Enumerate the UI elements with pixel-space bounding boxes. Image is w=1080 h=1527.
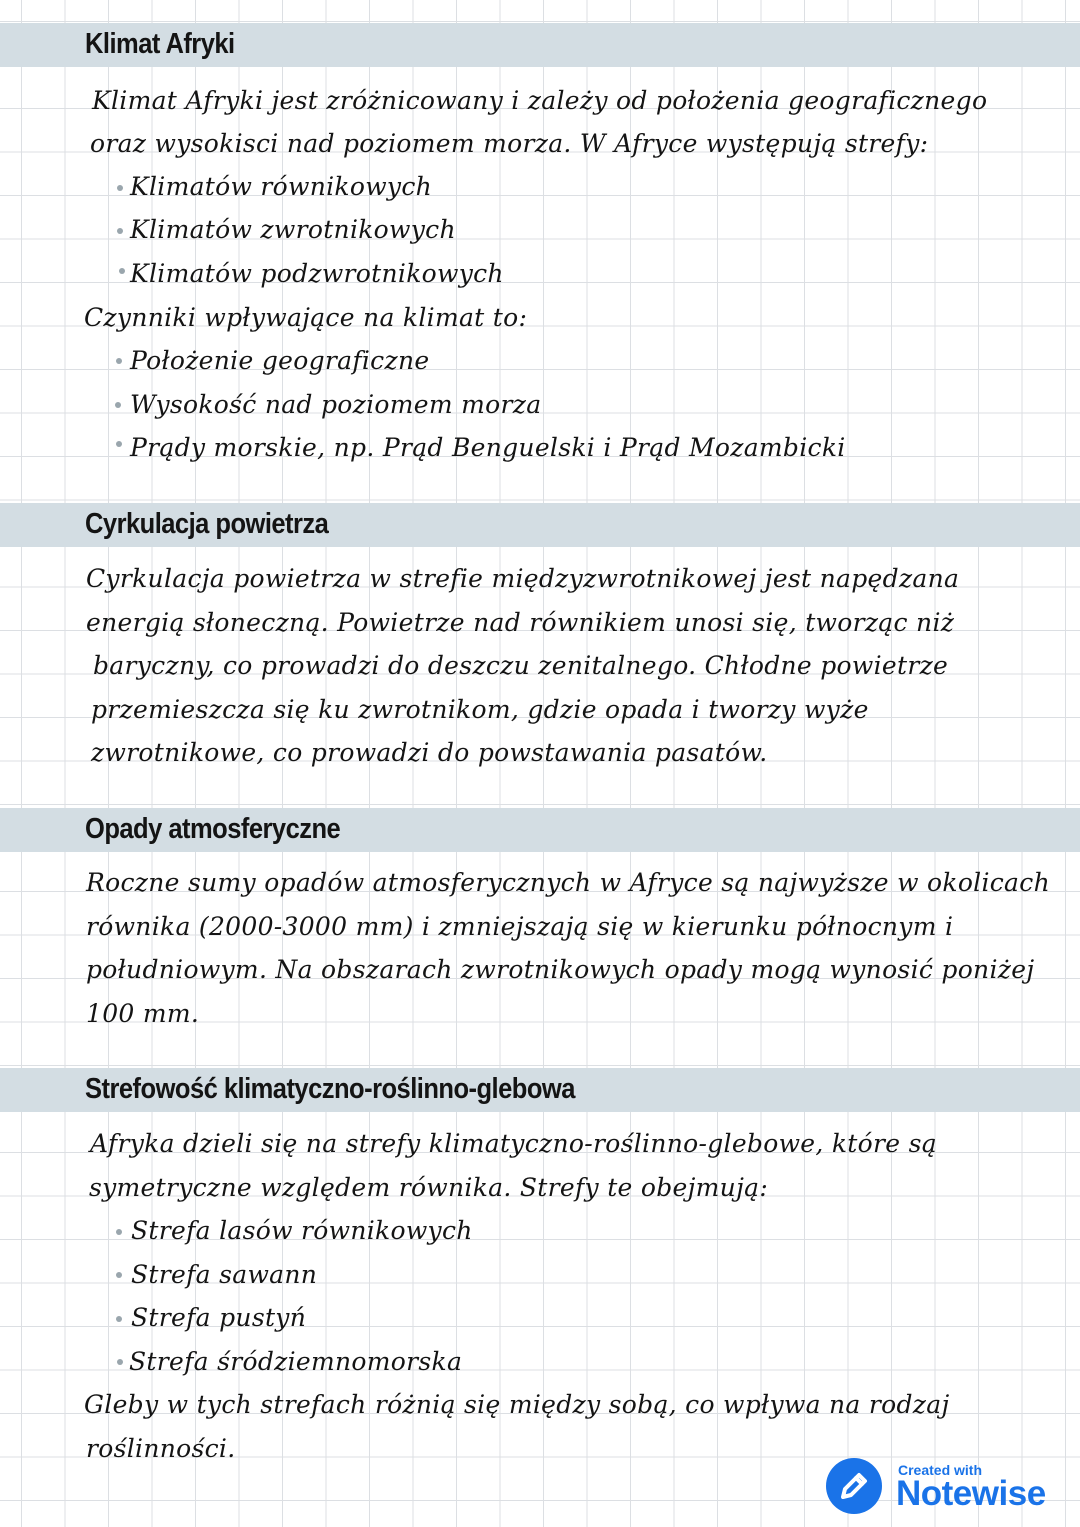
pencil-icon <box>826 1458 882 1514</box>
text-line: Afryka dzieli się na strefy klimatyczno-roślinno-glebowe, które są <box>90 1129 937 1158</box>
text-line: energią słoneczną. Powietrze nad równikiem unosi się, tworząc niż <box>86 608 955 637</box>
list-item: Prądy morskie, np. Prąd Benguelski i Prąd Mozambicki <box>130 433 846 462</box>
bullet-icon <box>116 1229 122 1235</box>
bullet-icon <box>115 402 121 408</box>
bullet-icon <box>116 1272 122 1278</box>
list-item: Strefa śródziemnomorska <box>129 1347 463 1376</box>
bullet-icon <box>116 358 122 364</box>
text-line: roślinności. <box>86 1434 236 1463</box>
section-title: Klimat Afryki <box>85 28 235 60</box>
section-title: Opady atmosferyczne <box>85 813 341 845</box>
bullet-icon <box>119 268 125 274</box>
text-line: Gleby w tych strefach różnią się między sobą, co wpływa na rodzaj <box>84 1390 950 1419</box>
text-line: oraz wysokisci nad poziomem morza. W Afryce występują strefy: <box>90 129 929 158</box>
list-item: Strefa lasów równikowych <box>131 1216 473 1245</box>
list-item: Klimatów podzwrotnikowych <box>130 259 504 288</box>
text-line: symetryczne względem równika. Strefy te obejmują: <box>89 1173 769 1202</box>
text-line: Roczne sumy opadów atmosferycznych w Afryce są najwyższe w okolicach <box>86 868 1050 897</box>
list-item: Klimatów zwrotnikowych <box>130 215 456 244</box>
list-item: Strefa pustyń <box>131 1303 307 1332</box>
text-line: Klimat Afryki jest zróżnicowany i zależy od położenia geograficznego <box>92 86 988 115</box>
text-line: Czynniki wpływające na klimat to: <box>84 303 528 332</box>
list-item: Wysokość nad poziomem morza <box>130 390 542 419</box>
list-item: Klimatów równikowych <box>130 172 433 201</box>
text-line: baryczny, co prowadzi do deszczu zenitalnego. Chłodne powietrze <box>93 651 949 680</box>
text-line: południowym. Na obszarach zwrotnikowych opady mogą wynosić poniżej <box>86 955 1035 984</box>
bullet-icon <box>116 441 122 447</box>
badge-caption: Created with <box>898 1462 983 1478</box>
text-line: zwrotnikowe, co prowadzi do powstawania pasatów. <box>91 738 768 767</box>
text-line: Cyrkulacja powietrza w strefie międzyzwrotnikowej jest napędzana <box>86 564 960 593</box>
bullet-icon <box>117 185 123 191</box>
bullet-icon <box>117 1359 123 1365</box>
bullet-icon <box>117 228 123 234</box>
section-title: Cyrkulacja powietrza <box>85 508 329 540</box>
text-line: 100 mm. <box>86 999 200 1028</box>
list-item: Położenie geograficzne <box>130 346 430 375</box>
bullet-icon <box>116 1316 122 1322</box>
badge-brand: Notewise <box>896 1474 1046 1513</box>
text-line: równika (2000-3000 mm) i zmniejszają się w kierunku północnym i <box>86 912 954 941</box>
notewise-badge <box>826 1458 1066 1518</box>
text-line: przemieszcza się ku zwrotnikom, gdzie opada i tworzy wyże <box>91 695 869 724</box>
section-title: Strefowość klimatyczno-roślinno-glebowa <box>85 1073 575 1105</box>
list-item: Strefa sawann <box>131 1260 318 1289</box>
